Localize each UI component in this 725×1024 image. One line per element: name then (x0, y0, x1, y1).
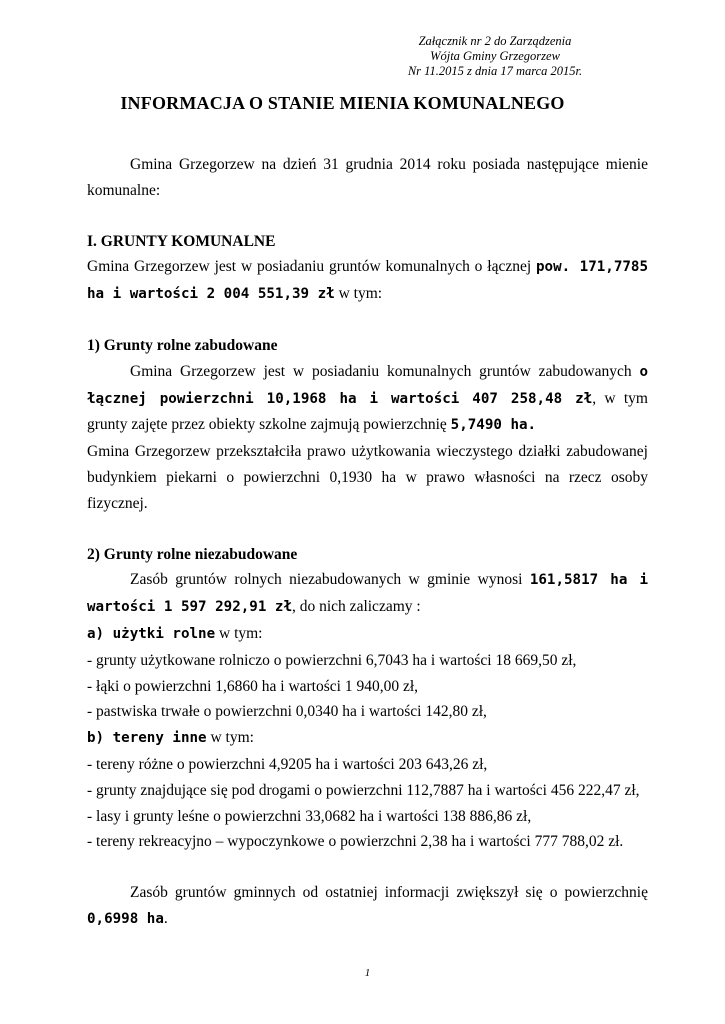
closing-paragraph (87, 880, 648, 933)
document-title: INFORMACJA O STANIE MIENIA KOMUNALNEGO (120, 93, 565, 113)
bold-value: pow. 171,7785 ha i wartości 2 004 551,39 zł (87, 259, 649, 303)
section-heading: I. GRUNTY KOMUNALNE (87, 232, 276, 250)
list-heading (87, 621, 648, 648)
text-run: Zasób gruntów gminnych od ostatniej informacji zwiększył się o powierzchnię (130, 884, 648, 902)
intro-paragraph: Gmina Grzegorzew na dzień 31 grudnia 2014 roku posiada następujące mienie komunalne: (87, 156, 648, 199)
list-heading (87, 725, 648, 752)
subsection-heading: 2) Grunty rolne niezabudowane (87, 545, 298, 563)
document-body (87, 152, 648, 933)
subsection-paragraph (87, 567, 648, 621)
text-run: Gmina Grzegorzew jest w posiadaniu komunalnych gruntów zabudowanych (130, 362, 640, 380)
text-run: . (163, 909, 168, 927)
list-item: - pastwiska trwałe o powierzchni 0,0340 ha i wartości 142,80 zł, (87, 703, 487, 721)
bold-value: 0,6998 ha (87, 910, 164, 927)
text-run: w tym: (334, 285, 383, 303)
attachment-line: Nr 11.2015 z dnia 17 marca 2015r. (407, 64, 583, 78)
attachment-note (380, 34, 610, 79)
list-item: - lasy i grunty leśne o powierzchni 33,0682 ha i wartości 138 886,86 zł, (87, 807, 532, 825)
attachment-line: Załącznik nr 2 do Zarządzenia (418, 34, 572, 48)
subsection-heading: 1) Grunty rolne zabudowane (87, 336, 278, 354)
list-item: - łąki o powierzchni 1,6860 ha i wartości 1 940,00 zł, (87, 677, 419, 695)
subsection-paragraph: Gmina Grzegorzew przekształciła prawo użytkowania wieczystego działki zabudowanej budynkiem piekarni o powierzchni 0,1930 ha w prawo własności na rzecz osoby fizycznej. (87, 443, 648, 512)
bold-value: 161,5817 ha i wartości 1 597 292,91 zł (87, 572, 648, 616)
section-paragraph (87, 254, 648, 308)
subsection-paragraph (87, 359, 648, 439)
text-run: , do nich zaliczamy : (292, 598, 421, 616)
bold-value: o łącznej powierzchni 10,1968 ha i wartości 407 258,48 zł (87, 363, 648, 407)
list-item: - grunty znajdujące się pod drogami o powierzchni 112,7887 ha i wartości 456 222,47 zł, (87, 781, 640, 799)
text-run: w tym: (215, 624, 263, 642)
bold-value: 5,7490 ha. (450, 417, 537, 434)
text-run: Gmina Grzegorzew jest w posiadaniu gruntów komunalnych o łącznej (87, 258, 536, 276)
text-run: , w tym grunty zajęte przez obiekty szkolne zajmują powierzchnię (87, 389, 648, 434)
list-label: a) użytki rolne (87, 625, 216, 642)
text-run: w tym: (206, 729, 254, 747)
list-label: b) tereny inne (87, 730, 207, 747)
page-number: 1 (364, 967, 371, 979)
list-item: - tereny rekreacyjno – wypoczynkowe o powierzchni 2,38 ha i wartości 777 788,02 zł. (87, 833, 624, 851)
attachment-line: Wójta Gminy Grzegorzew (430, 49, 560, 63)
list-item: - grunty użytkowane rolniczo o powierzchni 6,7043 ha i wartości 18 669,50 zł, (87, 651, 577, 669)
list-item: - tereny różne o powierzchni 4,9205 ha i wartości 203 643,26 zł, (87, 755, 488, 773)
text-run: Zasób gruntów rolnych niezabudowanych w gminie wynosi (130, 571, 530, 589)
